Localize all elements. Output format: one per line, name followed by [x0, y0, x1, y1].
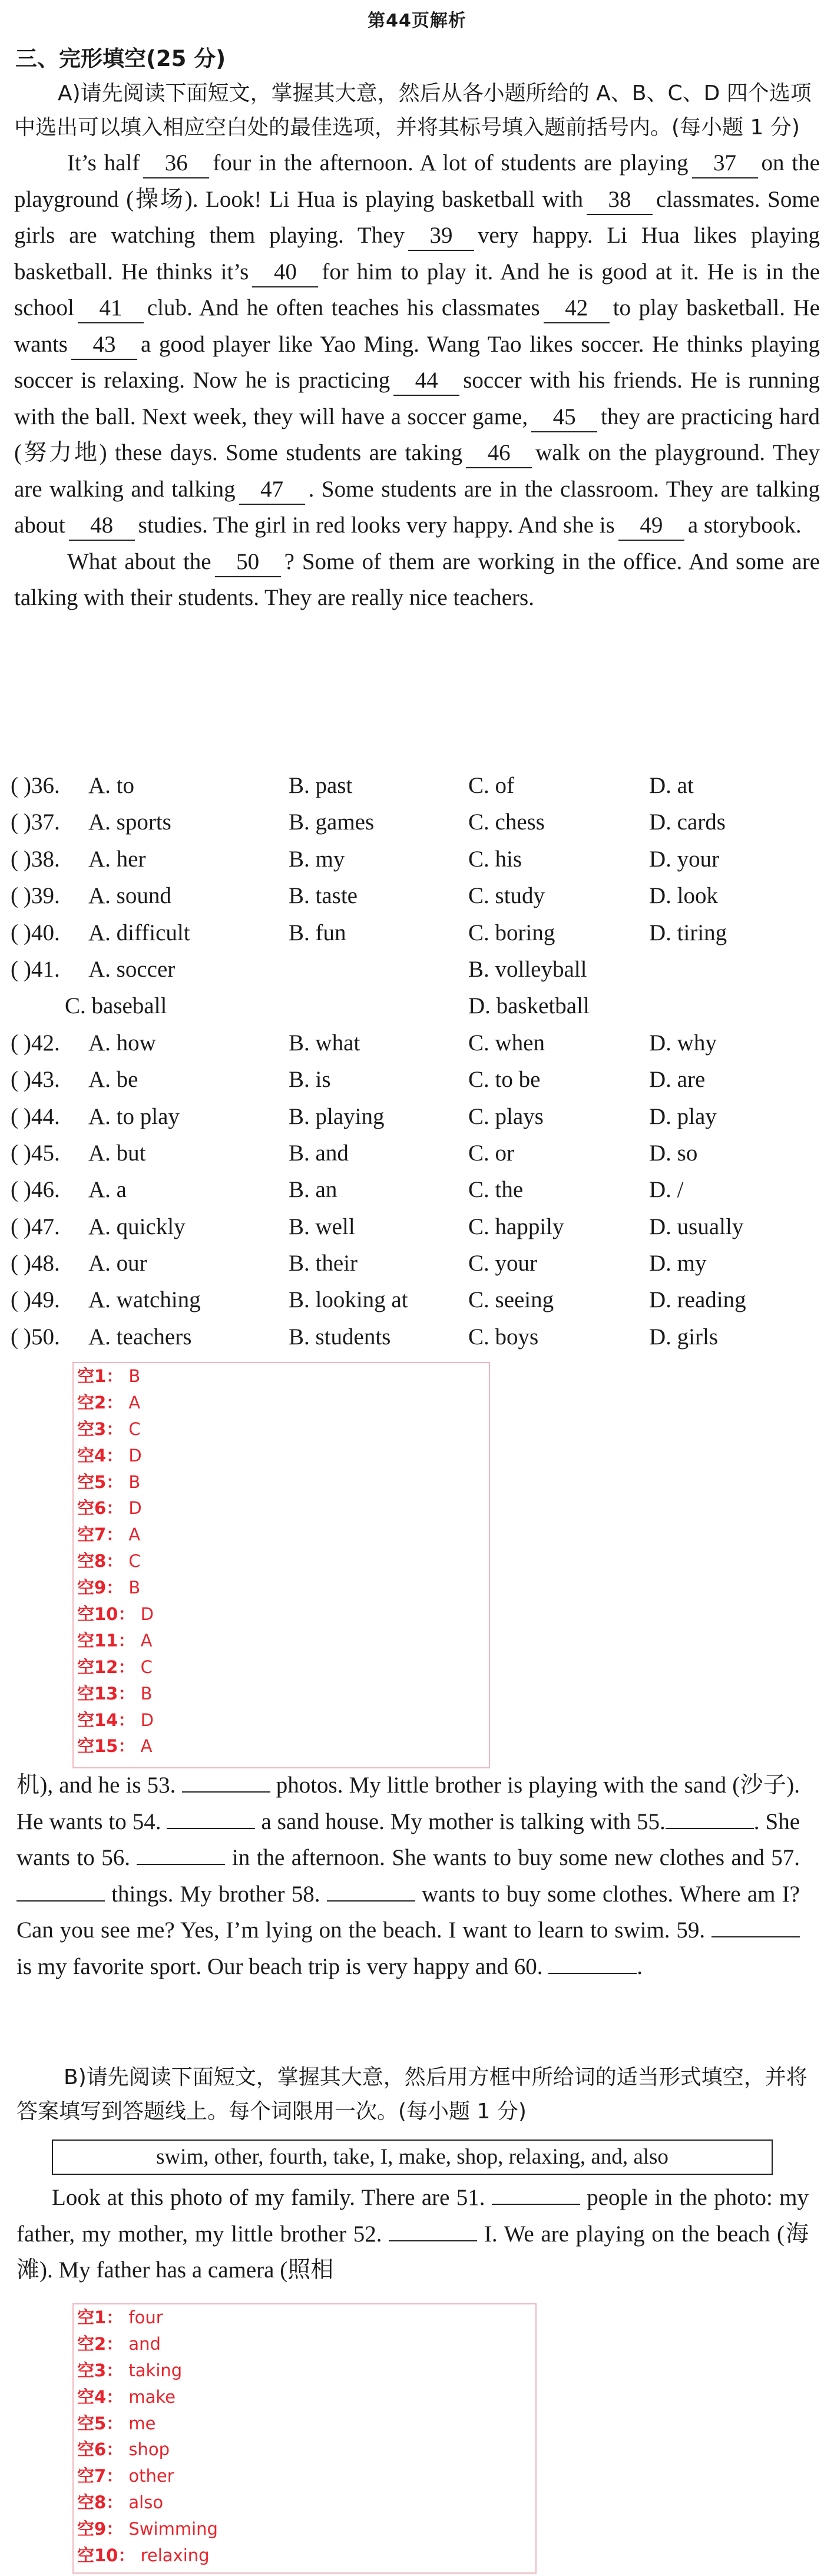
option-44-a[interactable]: A. to play [88, 1103, 180, 1129]
option-41-a[interactable]: A. soccer [88, 956, 176, 982]
blank-52[interactable] [389, 2220, 477, 2241]
blank-47[interactable]: 47 [239, 475, 305, 505]
option-row-50: ( )50. A. teachers B. students C. boys D. girls [11, 1324, 718, 1350]
answer-line: 空14： D [77, 1709, 154, 1730]
blank-42[interactable]: 42 [544, 294, 610, 323]
blank-39[interactable]: 39 [408, 221, 474, 251]
option-row-39: ( )39. A. sound B. taste C. study D. look [11, 883, 718, 909]
option-41-b[interactable]: B. volleyball [468, 956, 587, 982]
blank-50[interactable]: 50 [215, 548, 281, 577]
option-43-a[interactable]: A. be [88, 1067, 138, 1093]
passage-b-continuation: 机), and he is 53. photos. My little brother is playing with the sand (沙子). He wants to 54. a sand house. My mother is talking with 55. . She wants to 56. in the afternoon. She wants to buy some new clothes and 57. things. My brother 58. wants to buy some clothes. Where am I? Can you see me? Yes, I’m lying on the beach. I want to learn to swim. 59. is my favorite sport. Our beach trip is very happy and 60. . [16, 1773, 800, 1979]
option-41-c[interactable]: C. baseball [65, 993, 167, 1019]
option-row-41: ( )41. A. soccer B. volleyball [11, 956, 587, 982]
answer-line: 空3： taking [77, 2360, 183, 2380]
blank-60[interactable] [548, 1953, 637, 1974]
option-49-c[interactable]: C. seeing [468, 1287, 554, 1313]
option-42-a[interactable]: A. how [88, 1030, 156, 1056]
option-40-a[interactable]: A. difficult [88, 920, 190, 945]
page-title: 第44页解析 [368, 11, 466, 31]
answer-line: 空4： make [77, 2386, 176, 2407]
option-48-c[interactable]: C. your [468, 1251, 537, 1277]
option-row-45: ( )45. A. but B. and C. or D. so [11, 1140, 698, 1166]
answer-line: 空8： also [77, 2492, 164, 2513]
passage-b: Look at this photo of my family. There are 51. people in the photo: my father, my mother, my little brother 52. I. We are playing on the beach (海滩). My father has a camera (照相 [16, 2185, 809, 2283]
option-row-42: ( )42. A. how B. what C. when D. why [11, 1030, 717, 1056]
option-47-d[interactable]: D. usually [649, 1213, 744, 1239]
option-42-b[interactable]: B. what [289, 1030, 360, 1056]
cloze-passage: It’s half 36 four in the afternoon. A lot of students are playing 37 on the playground (操场). Look! Li Hua is playing basketball with 38 classmates. Some girls are watching them playing. They 39 very happy. Li Hua likes playing basketball. He thinks it’s 40 for him to play it. And he is good at it. He is in the school 41 club. And he often teaches his classmates 42 to play basketball. He wants 43 a good player like Yao Ming. Wang Tao likes soccer. He thinks playing soccer is relaxing. Now he is practicing 44 soccer with his friends. He is running with the ball. Next week, they will have a soccer game, 45 they are practicing hard (努力地) these days. Some students are taking 46 walk on the playground. They are walking and talking 47 . Some students are in the classroom. They are talking about 48 studies. The girl in red looks very happy. And she is 49 a storybook. [14, 145, 820, 544]
option-46-d[interactable]: D. / [649, 1177, 684, 1203]
option-48-b[interactable]: B. their [289, 1251, 358, 1277]
blank-36[interactable]: 36 [143, 149, 209, 178]
blank-40[interactable]: 40 [252, 258, 318, 287]
option-50-b[interactable]: B. students [289, 1324, 391, 1350]
option-row-43: ( )43. A. be B. is C. to be D. are [11, 1067, 706, 1093]
option-row-37: ( )37. A. sports B. games C. chess D. cards [11, 809, 726, 835]
blank-41[interactable]: 41 [78, 294, 144, 323]
option-47-c[interactable]: C. happily [468, 1213, 564, 1239]
option-38-c[interactable]: C. his [468, 846, 522, 872]
option-row-48: ( )48. A. our B. their C. your D. my [11, 1251, 707, 1277]
answer-line: 空7： other [77, 2466, 174, 2486]
answer-line: 空4： D [77, 1445, 142, 1466]
answer-line: 空2： A [77, 1392, 141, 1413]
blank-46[interactable]: 46 [466, 439, 532, 468]
answer-line: 空8： C [77, 1551, 141, 1572]
blank-56[interactable] [137, 1844, 225, 1865]
option-row-40: ( )40. A. difficult B. fun C. boring D. tiring [11, 920, 727, 945]
answer-box-a [72, 1362, 490, 1768]
option-row-47: ( )47. A. quickly B. well C. happily D. usually [11, 1213, 744, 1239]
option-38-a[interactable]: A. her [88, 846, 146, 872]
answer-line: 空15： A [77, 1736, 153, 1757]
answer-line: 空9： B [77, 1578, 141, 1598]
option-42-c[interactable]: C. when [468, 1030, 545, 1056]
option-46-b[interactable]: B. an [289, 1177, 337, 1203]
blank-54[interactable] [167, 1808, 255, 1829]
option-36-b[interactable]: B. past [289, 773, 353, 798]
option-47-a[interactable]: A. quickly [88, 1213, 186, 1239]
option-42-d[interactable]: D. why [649, 1030, 717, 1056]
word-bank: swim, other, fourth, take, I, make, shop, relaxing, and, also [52, 2139, 773, 2175]
option-43-d[interactable]: D. are [649, 1067, 706, 1093]
answer-line: 空2： and [77, 2333, 161, 2354]
option-37-a[interactable]: A. sports [88, 809, 171, 835]
option-44-b[interactable]: B. playing [289, 1103, 385, 1129]
option-50-a[interactable]: A. teachers [88, 1324, 192, 1350]
option-row-46: ( )46. A. a B. an C. the D. / [11, 1177, 684, 1203]
blank-43[interactable]: 43 [71, 330, 137, 360]
option-row-41-cont [0, 989, 834, 1026]
option-45-a[interactable]: A. but [88, 1140, 146, 1166]
option-48-d[interactable]: D. my [649, 1251, 707, 1277]
blank-38[interactable]: 38 [587, 186, 653, 215]
answer-line: 空10： D [77, 1604, 154, 1625]
answer-line: 空1： four [77, 2307, 163, 2327]
blank-57[interactable] [16, 1880, 105, 1902]
option-37-c[interactable]: C. chess [468, 809, 545, 835]
answer-line: 空1： B [77, 1366, 141, 1386]
option-40-c[interactable]: C. boring [468, 920, 555, 945]
blank-55[interactable] [666, 1808, 754, 1829]
section-a-instructions: A)请先阅读下面短文，掌握其大意，然后从各小题所给的 A、B、C、D 四个选项中选出可以填入相应空白处的最佳选项，并将其标号填入题前括号内。(每小题 1 分) [14, 81, 812, 140]
option-48-a[interactable]: A. our [88, 1251, 147, 1277]
section-a-title: 三、完形填空(25 分) [15, 46, 226, 71]
option-49-a[interactable]: A. watching [88, 1287, 201, 1313]
option-43-c[interactable]: C. to be [468, 1067, 541, 1093]
option-45-c[interactable]: C. or [468, 1140, 514, 1166]
option-row-38: ( )38. A. her B. my C. his D. your [11, 846, 720, 872]
option-46-c[interactable]: C. the [468, 1177, 524, 1203]
option-39-d[interactable]: D. look [649, 883, 718, 909]
answer-line: 空13： B [77, 1683, 153, 1704]
option-40-b[interactable]: B. fun [289, 920, 346, 945]
option-39-b[interactable]: B. taste [289, 883, 358, 909]
option-38-b[interactable]: B. my [289, 846, 345, 872]
option-47-b[interactable]: B. well [289, 1213, 355, 1239]
answer-line: 空6： D [77, 1498, 142, 1519]
option-40-d[interactable]: D. tiring [649, 920, 727, 945]
blank-59[interactable] [711, 1916, 800, 1937]
option-50-c[interactable]: C. boys [468, 1324, 539, 1350]
option-38-d[interactable]: D. your [649, 846, 720, 872]
option-36-d[interactable]: D. at [649, 773, 694, 798]
blank-53[interactable] [182, 1771, 270, 1793]
options-table [0, 769, 834, 1357]
option-36-c[interactable]: C. of [468, 773, 514, 798]
option-37-b[interactable]: B. games [289, 809, 375, 835]
cloze-passage-end: What about the 50 ? Some of them are working in the office. And some are talking with their students. They are really nice teachers. [14, 548, 820, 610]
option-41-d[interactable]: D. basketball [468, 993, 590, 1019]
option-45-b[interactable]: B. and [289, 1140, 349, 1166]
answer-line: 空11： A [77, 1630, 153, 1651]
answer-line: 空3： C [77, 1418, 141, 1439]
option-37-d[interactable]: D. cards [649, 809, 726, 835]
answer-line: 空6： shop [77, 2439, 170, 2460]
option-49-d[interactable]: D. reading [649, 1287, 746, 1313]
answer-line: 空9： Swimming [77, 2519, 218, 2539]
section-b-instructions: B)请先阅读下面短文，掌握其大意，然后用方框中所给词的适当形式填空，并将答案填写到答题线上。每个词限用一次。(每小题 1 分) [16, 2065, 807, 2124]
option-49-b[interactable]: B. looking at [289, 1287, 408, 1313]
answer-line: 空10： relaxing [77, 2545, 210, 2566]
blank-37[interactable]: 37 [692, 149, 758, 178]
blank-58[interactable] [327, 1880, 415, 1902]
blank-48[interactable]: 48 [69, 511, 135, 541]
section-a [0, 41, 834, 616]
blank-49[interactable]: 49 [618, 511, 684, 541]
option-46-a[interactable]: A. a [88, 1177, 127, 1203]
option-39-a[interactable]: A. sound [88, 883, 171, 909]
blank-51[interactable] [492, 2184, 580, 2205]
option-50-d[interactable]: D. girls [649, 1324, 718, 1350]
option-36-a[interactable]: A. to [88, 773, 134, 798]
option-row-44: ( )44. A. to play B. playing C. plays D. play [11, 1103, 717, 1129]
answer-line: 空7： A [77, 1525, 141, 1545]
option-43-b[interactable]: B. is [289, 1067, 331, 1093]
option-39-c[interactable]: C. study [468, 883, 545, 909]
answer-line: 空12： C [77, 1656, 153, 1677]
option-45-d[interactable]: D. so [649, 1140, 698, 1166]
answer-line: 空5： B [77, 1471, 141, 1492]
answer-box-b [72, 2303, 537, 2574]
option-44-d[interactable]: D. play [649, 1103, 717, 1129]
option-row-49: ( )49. A. watching B. looking at C. seeing D. reading [11, 1287, 746, 1313]
blank-45[interactable]: 45 [531, 403, 597, 432]
option-44-c[interactable]: C. plays [468, 1103, 544, 1129]
option-row-36: ( )36. A. to B. past C. of D. at [11, 773, 694, 798]
blank-44[interactable]: 44 [393, 366, 459, 396]
answer-line: 空5： me [77, 2413, 156, 2433]
